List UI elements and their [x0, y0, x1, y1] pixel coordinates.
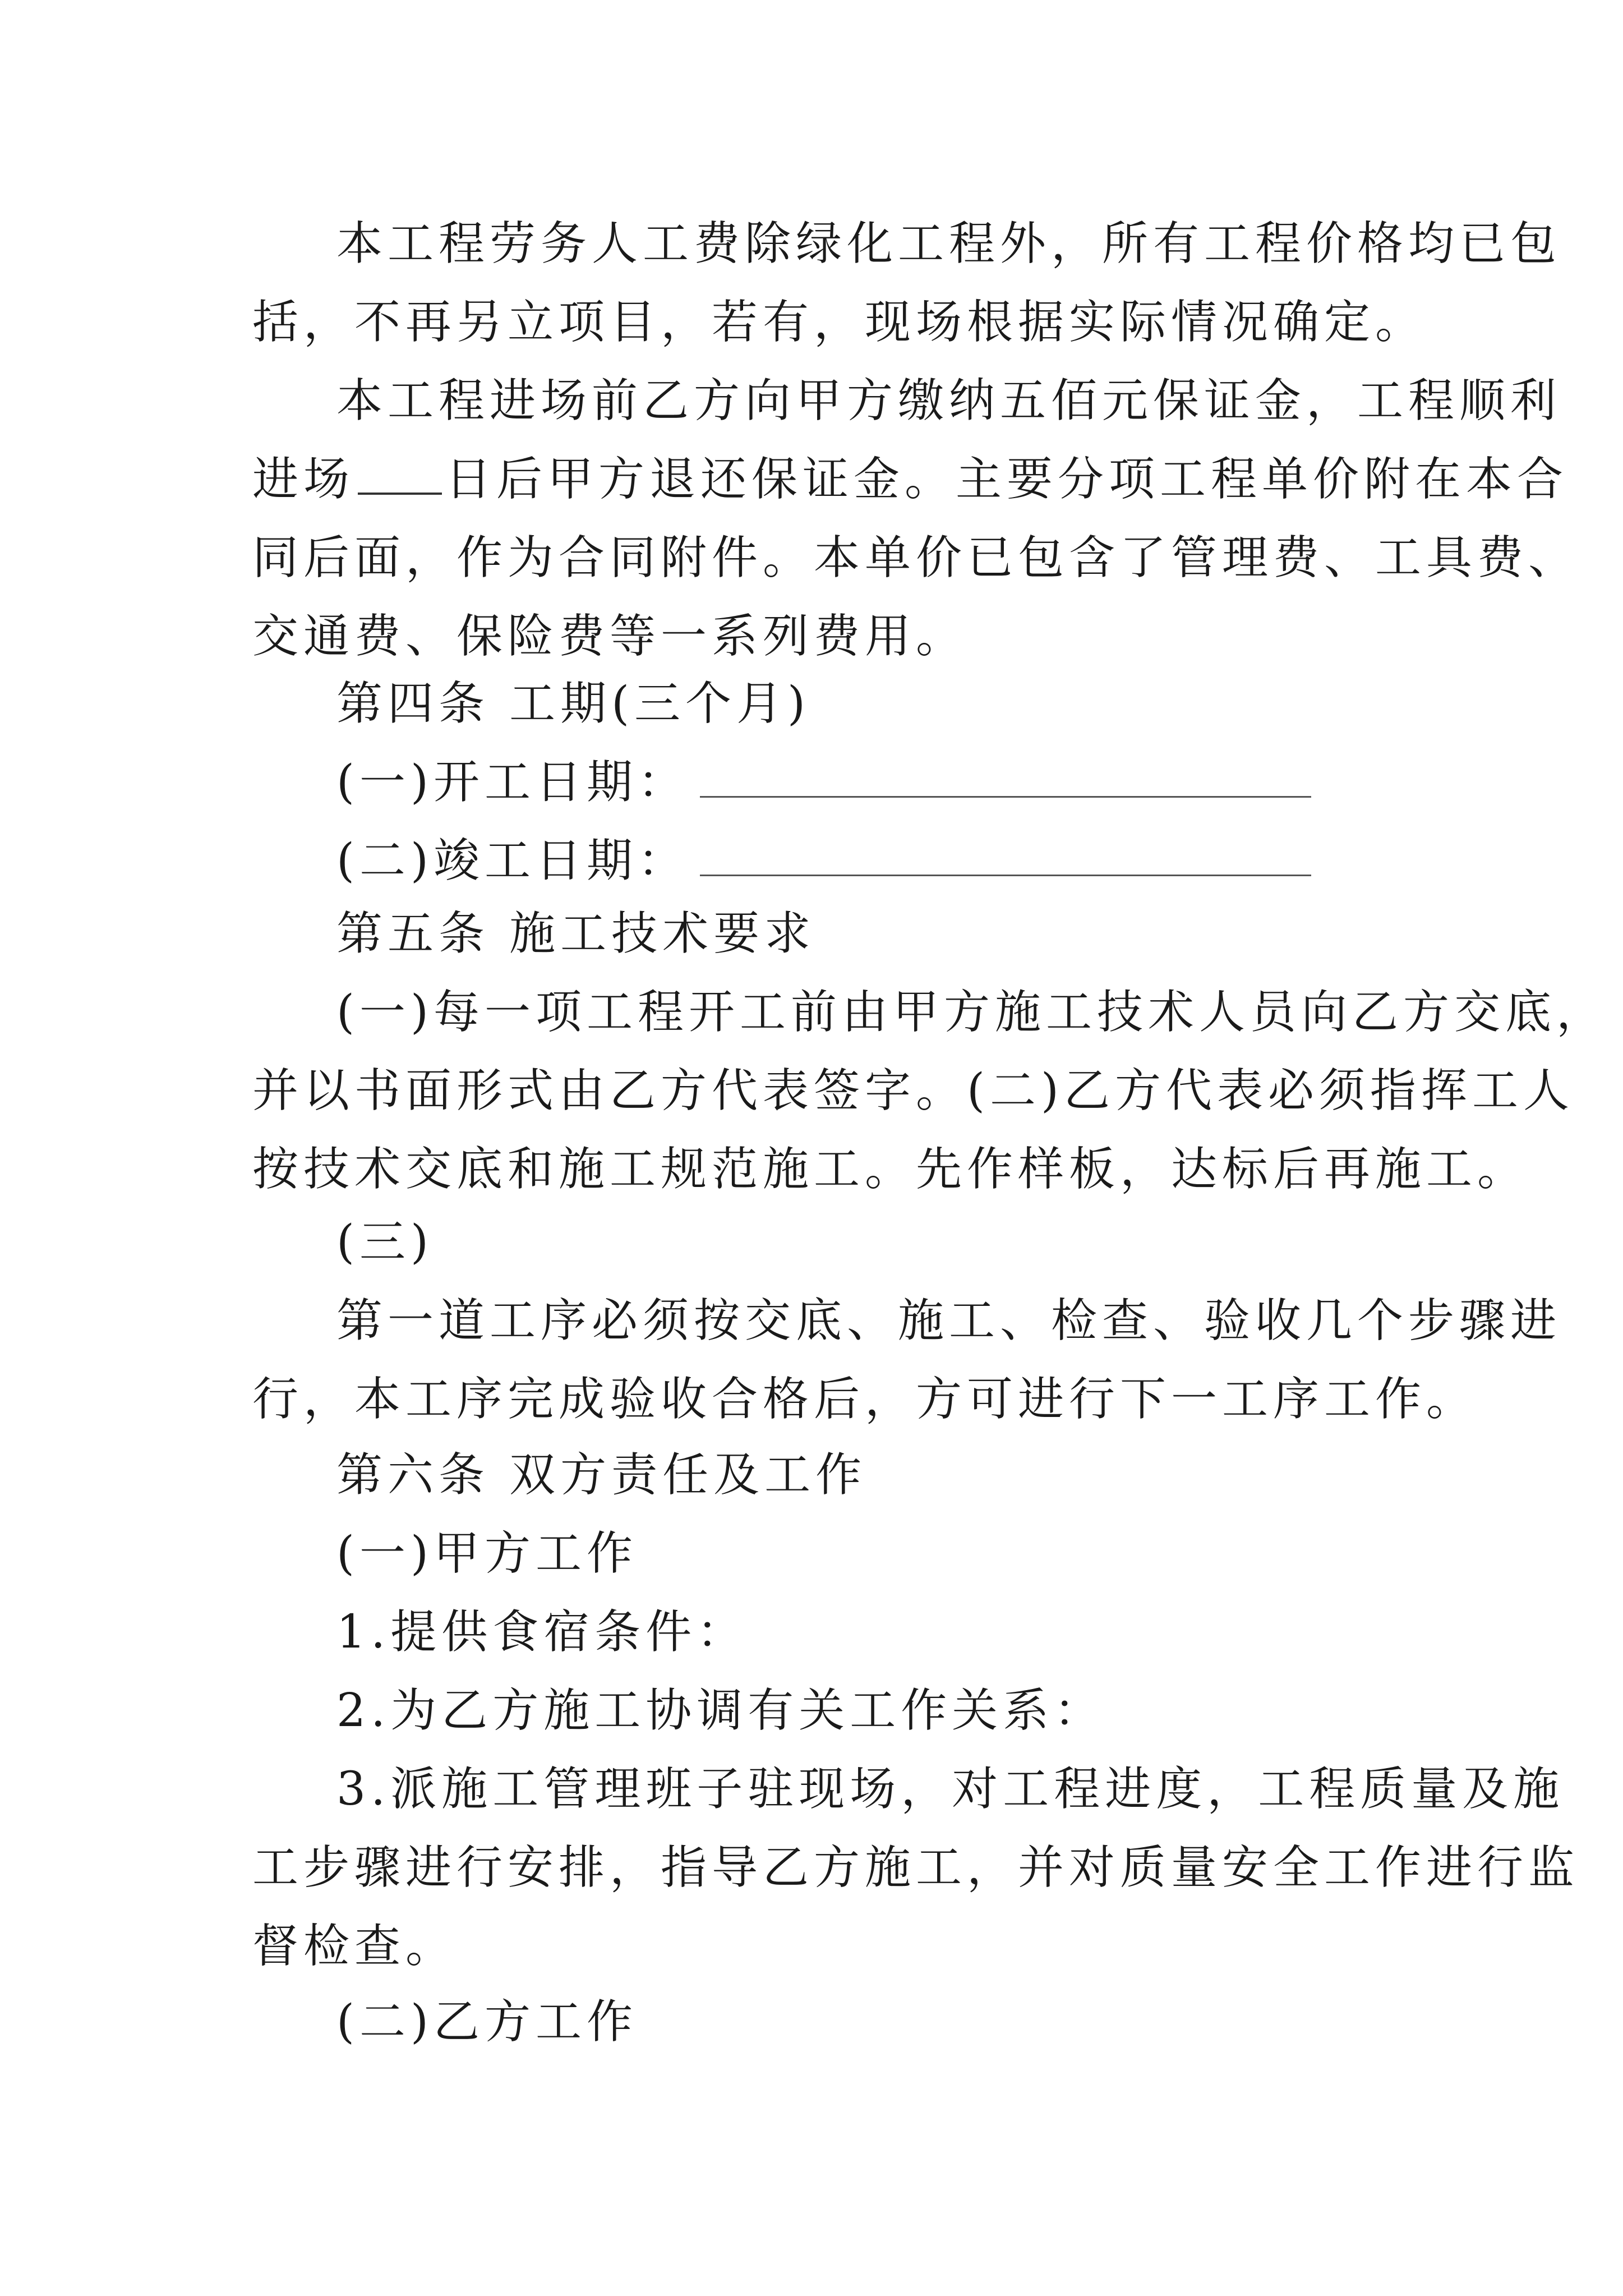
paragraph-text: 日后甲方退还保证金。主要分项工程单价附在本合	[445, 453, 1569, 506]
fill-in-blank	[358, 458, 442, 495]
paragraph-line: 括，不再另立项目，若有，现场根据实际情况确定。	[252, 296, 1427, 349]
start-date-blank	[700, 757, 1311, 798]
list-item: 1.提供食宿条件：	[336, 1605, 748, 1659]
paragraph-line: 督检查。	[252, 1920, 457, 1973]
paragraph-line: 第一道工序必须按交底、施工、检查、验收几个步骤进	[336, 1294, 1562, 1347]
list-item: 2.为乙方施工协调有关工作关系：	[336, 1684, 1105, 1737]
completion-date-blank	[700, 835, 1311, 876]
paragraph-line: (二)乙方工作	[336, 1995, 638, 2049]
article-heading: 第四条 工期(三个月)	[336, 677, 811, 730]
article-heading: 第五条 施工技术要求	[336, 907, 816, 960]
paragraph-line	[252, 452, 1568, 508]
paragraph-line: (一)甲方工作	[336, 1527, 638, 1580]
paragraph-line: 交通费、保险费等一系列费用。	[252, 610, 967, 663]
field-label: (一)开工日期：	[336, 756, 689, 809]
paragraph-line: 本工程进场前乙方向甲方缴纳五佰元保证金，工程顺利	[336, 374, 1562, 427]
paragraph-line: 本工程劳务人工费除绿化工程外，所有工程价格均已包	[336, 217, 1562, 270]
paragraph-line: 行，本工序完成验收合格后，方可进行下一工序工作。	[252, 1373, 1478, 1426]
paragraph-line: 同后面，作为合同附件。本单价已包含了管理费、工具费、	[252, 531, 1580, 585]
paragraph-text: 进场	[252, 453, 355, 506]
list-item: 3.派施工管理班子驻现场，对工程进度，工程质量及施	[336, 1763, 1565, 1816]
article-heading: 第六条 双方责任及工作	[336, 1448, 867, 1502]
paragraph-line: (一)每一项工程开工前由甲方施工技术人员向乙方交底，	[336, 986, 1607, 1039]
form-line	[336, 754, 1311, 811]
paragraph-line: 按技术交底和施工规范施工。先作样板，达标后再施工。	[252, 1143, 1529, 1196]
field-label: (二)竣工日期：	[336, 834, 689, 887]
paragraph-line: (三)	[336, 1216, 434, 1269]
form-line	[336, 833, 1311, 889]
paragraph-line: 工步骤进行安排，指导乙方施工，并对质量安全工作进行监	[252, 1841, 1580, 1894]
paragraph-line: 并以书面形式由乙方代表签字。(二)乙方代表必须指挥工人	[252, 1064, 1574, 1117]
